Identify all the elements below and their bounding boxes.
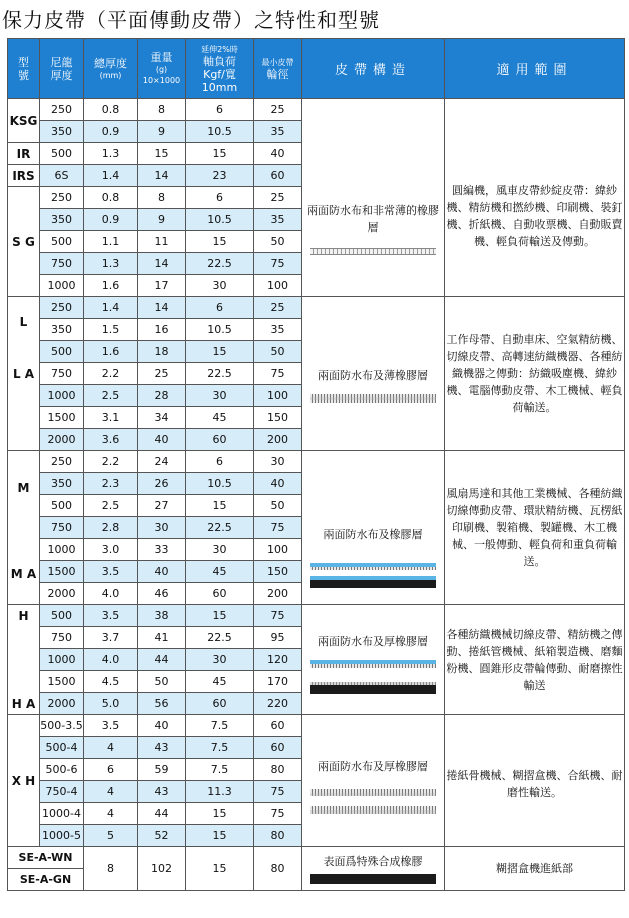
table-cell: 59 bbox=[138, 759, 186, 781]
table-cell: 24 bbox=[138, 451, 186, 473]
header-row bbox=[8, 39, 625, 99]
table-cell: 4.5 bbox=[84, 671, 138, 693]
table-cell: 16 bbox=[138, 319, 186, 341]
table-cell: 5 bbox=[84, 825, 138, 847]
table-cell: 4 bbox=[84, 781, 138, 803]
scope-text: 各種紡織機械切線皮帶、精紡機之傳動、捲紙管機械、紙箱製造機、磨麵粉機、圓錐形皮帶輪傳動、耐磨擦性輸送 bbox=[446, 627, 623, 692]
table-cell: 22.5 bbox=[186, 363, 254, 385]
table-cell: 0.8 bbox=[84, 187, 138, 209]
table-cell: 38 bbox=[138, 605, 186, 627]
table-cell: 2000 bbox=[40, 583, 84, 605]
structure-text: 表面爲特殊合成橡膠 bbox=[323, 855, 423, 868]
table-cell: 1500 bbox=[40, 561, 84, 583]
table-cell: 1.4 bbox=[84, 165, 138, 187]
table-cell: 43 bbox=[138, 737, 186, 759]
table-cell: 250 bbox=[40, 451, 84, 473]
table-cell: 750 bbox=[40, 363, 84, 385]
table-cell: 44 bbox=[138, 649, 186, 671]
table-cell: 25 bbox=[254, 297, 302, 319]
table-cell: 2.5 bbox=[84, 385, 138, 407]
table-cell: 7.5 bbox=[186, 759, 254, 781]
type-label: KSG bbox=[8, 99, 40, 143]
table-cell: 10.5 bbox=[186, 319, 254, 341]
table-cell: 50 bbox=[254, 341, 302, 363]
table-cell: 1500 bbox=[40, 407, 84, 429]
structure-cell bbox=[302, 715, 445, 847]
table-cell: 350 bbox=[40, 473, 84, 495]
scope-text: 糊摺盒機進紙部 bbox=[496, 862, 573, 875]
header-elongation: 延伸2%時 軸負荷 Kgf/寬10mm bbox=[186, 39, 254, 99]
type-label: M M A bbox=[8, 451, 40, 605]
table-cell: 10.5 bbox=[186, 121, 254, 143]
table-cell: 250 bbox=[40, 99, 84, 121]
table-cell: 3.7 bbox=[84, 627, 138, 649]
table-cell: 75 bbox=[254, 605, 302, 627]
table-cell: 0.8 bbox=[84, 99, 138, 121]
table-cell: 22.5 bbox=[186, 253, 254, 275]
table-cell: 25 bbox=[138, 363, 186, 385]
table-cell: 4 bbox=[84, 737, 138, 759]
table-cell: 11 bbox=[138, 231, 186, 253]
table-cell: 3.6 bbox=[84, 429, 138, 451]
table-cell: 15 bbox=[186, 825, 254, 847]
table-cell: 750 bbox=[40, 627, 84, 649]
table-cell: 9 bbox=[138, 209, 186, 231]
header-weight: 重量 (g) 10×1000 bbox=[138, 39, 186, 99]
table-cell: 250 bbox=[40, 297, 84, 319]
header-type: 型 號 bbox=[8, 39, 40, 99]
scope-text: 工作母帶、自動車床、空氣精紡機、切線皮帶、高轉速紡織機器、各種紡織機器之傳動：紡織吸塵機、緯紗機、電腦傳動皮帶、木工機械、輕負荷輸送。 bbox=[446, 333, 623, 414]
table-cell: 8 bbox=[84, 847, 138, 891]
table-cell: 75 bbox=[254, 253, 302, 275]
table-cell: 30 bbox=[186, 275, 254, 297]
table-cell: 1000 bbox=[40, 649, 84, 671]
table-cell: 45 bbox=[186, 671, 254, 693]
table-cell: 52 bbox=[138, 825, 186, 847]
belt-cross-section bbox=[310, 248, 436, 255]
table-cell: 17 bbox=[138, 275, 186, 297]
table-row bbox=[8, 715, 625, 737]
table-cell: 100 bbox=[254, 539, 302, 561]
table-cell: 75 bbox=[254, 517, 302, 539]
table-cell: 1500 bbox=[40, 671, 84, 693]
table-row bbox=[8, 605, 625, 627]
table-cell: 33 bbox=[138, 539, 186, 561]
table-cell: 350 bbox=[40, 319, 84, 341]
type-label: IRS bbox=[8, 165, 40, 187]
table-cell: 30 bbox=[186, 649, 254, 671]
table-cell: 60 bbox=[186, 583, 254, 605]
table-cell: 3.5 bbox=[84, 561, 138, 583]
table-row bbox=[8, 451, 625, 473]
structure-text: 兩面防水布及薄橡膠層 bbox=[318, 368, 428, 382]
table-cell: 100 bbox=[254, 385, 302, 407]
table-cell: 6 bbox=[186, 451, 254, 473]
header-scope: 適用範圍 bbox=[445, 39, 625, 99]
table-cell: 75 bbox=[254, 781, 302, 803]
table-cell: 102 bbox=[138, 847, 186, 891]
scope-text: 捲紙骨機械、糊摺盒機、合紙機、耐磨性輸送。 bbox=[446, 768, 623, 799]
header-nylon: 尼龍 厚度 bbox=[40, 39, 84, 99]
table-cell: 75 bbox=[254, 363, 302, 385]
table-cell: 22.5 bbox=[186, 517, 254, 539]
table-cell: 500-6 bbox=[40, 759, 84, 781]
table-cell: 35 bbox=[254, 121, 302, 143]
table-cell: 50 bbox=[138, 671, 186, 693]
table-cell: 4.0 bbox=[84, 649, 138, 671]
table-cell: 45 bbox=[186, 561, 254, 583]
table-cell: 5.0 bbox=[84, 693, 138, 715]
table-cell: 4.0 bbox=[84, 583, 138, 605]
table-cell: 10.5 bbox=[186, 473, 254, 495]
table-cell: 2.8 bbox=[84, 517, 138, 539]
table-cell: 1000 bbox=[40, 275, 84, 297]
table-cell: 250 bbox=[40, 187, 84, 209]
table-cell: 26 bbox=[138, 473, 186, 495]
table-cell: 45 bbox=[186, 407, 254, 429]
table-cell: 40 bbox=[138, 429, 186, 451]
table-cell: 30 bbox=[186, 385, 254, 407]
type-label: SE-A-GN bbox=[8, 869, 84, 891]
table-cell: 44 bbox=[138, 803, 186, 825]
scope-cell bbox=[445, 99, 625, 297]
table-cell: 60 bbox=[254, 715, 302, 737]
structure-cell bbox=[302, 451, 445, 605]
table-cell: 6 bbox=[186, 187, 254, 209]
table-cell: 500 bbox=[40, 495, 84, 517]
table-cell: 3.5 bbox=[84, 605, 138, 627]
table-cell: 350 bbox=[40, 209, 84, 231]
table-cell: 40 bbox=[138, 715, 186, 737]
table-cell: 2000 bbox=[40, 429, 84, 451]
table-cell: 1.6 bbox=[84, 341, 138, 363]
table-cell: 40 bbox=[254, 143, 302, 165]
table-cell: 4 bbox=[84, 803, 138, 825]
table-cell: 8 bbox=[138, 99, 186, 121]
structure-cell bbox=[302, 297, 445, 451]
scope-text: 圓編機，風車皮帶紗綻皮帶：緯紗機、精紡機和撚紗機、印刷機、裝釘機、折紙機、自動收票機、自動販賣機、輕負荷輸送及傳動。 bbox=[446, 183, 623, 248]
table-cell: 2000 bbox=[40, 693, 84, 715]
table-cell: 15 bbox=[186, 231, 254, 253]
table-row bbox=[8, 99, 625, 121]
table-cell: 56 bbox=[138, 693, 186, 715]
table-cell: 220 bbox=[254, 693, 302, 715]
scope-cell bbox=[445, 847, 625, 891]
scope-cell bbox=[445, 715, 625, 847]
table-cell: 6S bbox=[40, 165, 84, 187]
table-cell: 1000-5 bbox=[40, 825, 84, 847]
table-cell: 75 bbox=[254, 803, 302, 825]
table-cell: 170 bbox=[254, 671, 302, 693]
structure-text: 兩面防水布及厚橡膠層 bbox=[318, 635, 428, 648]
table-cell: 2.3 bbox=[84, 473, 138, 495]
type-label: X H bbox=[8, 715, 40, 847]
structure-cell bbox=[302, 605, 445, 715]
table-cell: 60 bbox=[254, 737, 302, 759]
table-cell: 2.2 bbox=[84, 451, 138, 473]
structure-text: 兩面防水布及厚橡膠層 bbox=[318, 759, 428, 773]
table-cell: 15 bbox=[186, 847, 254, 891]
table-cell: 40 bbox=[138, 561, 186, 583]
table-cell: 1.4 bbox=[84, 297, 138, 319]
table-cell: 1.1 bbox=[84, 231, 138, 253]
table-cell: 2.5 bbox=[84, 495, 138, 517]
table-cell: 30 bbox=[138, 517, 186, 539]
table-cell: 14 bbox=[138, 165, 186, 187]
table-cell: 750-4 bbox=[40, 781, 84, 803]
type-label: SE-A-WN bbox=[8, 847, 84, 869]
table-cell: 120 bbox=[254, 649, 302, 671]
table-cell: 25 bbox=[254, 99, 302, 121]
table-cell: 15 bbox=[138, 143, 186, 165]
header-min-wheel: 最小皮帶 輪徑 bbox=[254, 39, 302, 99]
table-cell: 750 bbox=[40, 517, 84, 539]
table-cell: 60 bbox=[186, 429, 254, 451]
structure-cell bbox=[302, 99, 445, 297]
table-cell: 10.5 bbox=[186, 209, 254, 231]
table-cell: 7.5 bbox=[186, 737, 254, 759]
scope-text: 風扇馬達和其他工業機械、各種紡織切線傳動皮帶、環狀精紡機、瓦楞紙印刷機、製箱機、製罐機、木工機械、一般傳動、輕負荷和重負荷輸送。 bbox=[446, 487, 623, 568]
table-cell: 22.5 bbox=[186, 627, 254, 649]
table-cell: 11.3 bbox=[186, 781, 254, 803]
table-cell: 1000 bbox=[40, 539, 84, 561]
table-cell: 100 bbox=[254, 275, 302, 297]
table-cell: 500 bbox=[40, 341, 84, 363]
table-cell: 18 bbox=[138, 341, 186, 363]
table-cell: 50 bbox=[254, 495, 302, 517]
table-cell: 15 bbox=[186, 803, 254, 825]
table-cell: 0.9 bbox=[84, 209, 138, 231]
table-cell: 15 bbox=[186, 605, 254, 627]
table-cell: 500 bbox=[40, 143, 84, 165]
table-cell: 23 bbox=[186, 165, 254, 187]
header-total-thickness: 總厚度 (mm) bbox=[84, 39, 138, 99]
table-cell: 1.3 bbox=[84, 253, 138, 275]
table-cell: 500-3.5 bbox=[40, 715, 84, 737]
table-cell: 200 bbox=[254, 583, 302, 605]
structure-cell bbox=[302, 847, 445, 891]
table-cell: 2.2 bbox=[84, 363, 138, 385]
table-cell: 60 bbox=[254, 165, 302, 187]
table-cell: 750 bbox=[40, 253, 84, 275]
table-cell: 500 bbox=[40, 605, 84, 627]
scope-cell bbox=[445, 605, 625, 715]
table-cell: 34 bbox=[138, 407, 186, 429]
table-cell: 1.5 bbox=[84, 319, 138, 341]
table-row bbox=[8, 297, 625, 319]
table-cell: 14 bbox=[138, 297, 186, 319]
table-cell: 80 bbox=[254, 759, 302, 781]
scope-cell bbox=[445, 297, 625, 451]
header-structure: 皮帶構造 bbox=[302, 39, 445, 99]
table-cell: 80 bbox=[254, 825, 302, 847]
table-cell: 500-4 bbox=[40, 737, 84, 759]
table-cell: 25 bbox=[254, 187, 302, 209]
page-title: 保力皮帶（平面傳動皮帶）之特性和型號 bbox=[2, 8, 380, 32]
type-label: H H A bbox=[8, 605, 40, 715]
table-cell: 150 bbox=[254, 407, 302, 429]
table-cell: 30 bbox=[254, 451, 302, 473]
type-label: IR bbox=[8, 143, 40, 165]
table-cell: 15 bbox=[186, 341, 254, 363]
table-cell: 0.9 bbox=[84, 121, 138, 143]
table-cell: 95 bbox=[254, 627, 302, 649]
table-cell: 6 bbox=[186, 297, 254, 319]
table-cell: 1.6 bbox=[84, 275, 138, 297]
table-cell: 3.0 bbox=[84, 539, 138, 561]
table-cell: 15 bbox=[186, 143, 254, 165]
table-cell: 40 bbox=[254, 473, 302, 495]
type-label: S G bbox=[8, 187, 40, 297]
table-cell: 6 bbox=[186, 99, 254, 121]
table-cell: 350 bbox=[40, 121, 84, 143]
structure-text: 兩面防水布和非常薄的橡膠層 bbox=[307, 204, 439, 234]
table-cell: 1000 bbox=[40, 385, 84, 407]
table-cell: 28 bbox=[138, 385, 186, 407]
table-cell: 1.3 bbox=[84, 143, 138, 165]
table-cell: 6 bbox=[84, 759, 138, 781]
structure-text: 兩面防水布及橡膠層 bbox=[323, 527, 423, 541]
table-cell: 35 bbox=[254, 319, 302, 341]
table-cell: 35 bbox=[254, 209, 302, 231]
spec-table bbox=[7, 38, 625, 891]
table-cell: 150 bbox=[254, 561, 302, 583]
table-row bbox=[8, 847, 625, 869]
scope-cell bbox=[445, 451, 625, 605]
table-cell: 80 bbox=[254, 847, 302, 891]
table-cell: 7.5 bbox=[186, 715, 254, 737]
table-cell: 1000-4 bbox=[40, 803, 84, 825]
table-cell: 46 bbox=[138, 583, 186, 605]
table-cell: 27 bbox=[138, 495, 186, 517]
table-cell: 15 bbox=[186, 495, 254, 517]
table-cell: 9 bbox=[138, 121, 186, 143]
table-cell: 30 bbox=[186, 539, 254, 561]
table-cell: 60 bbox=[186, 693, 254, 715]
table-cell: 50 bbox=[254, 231, 302, 253]
table-cell: 8 bbox=[138, 187, 186, 209]
type-label: L L A bbox=[8, 297, 40, 451]
table-cell: 43 bbox=[138, 781, 186, 803]
table-cell: 14 bbox=[138, 253, 186, 275]
table-cell: 200 bbox=[254, 429, 302, 451]
table-cell: 41 bbox=[138, 627, 186, 649]
table-cell: 3.1 bbox=[84, 407, 138, 429]
table-cell: 500 bbox=[40, 231, 84, 253]
table-cell: 3.5 bbox=[84, 715, 138, 737]
